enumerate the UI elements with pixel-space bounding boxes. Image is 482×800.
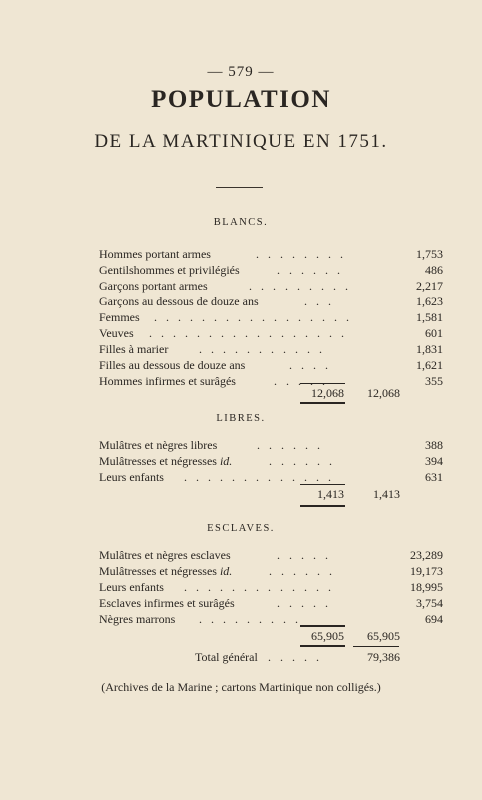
row-label: Garçons portant armes (99, 279, 208, 293)
row-label: Filles à marier (99, 342, 169, 356)
row-label: Filles au dessous de douze ans (99, 358, 246, 372)
leader-dots: . . . . . . . . . (199, 612, 301, 626)
row-label: Leurs enfants (99, 580, 164, 594)
row-value: 1,831 (416, 342, 443, 356)
row-value: 631 (425, 470, 443, 484)
leader-dots: . . . . (289, 358, 331, 372)
row-value: 1,621 (416, 358, 443, 372)
row-label: Mulâtres et nègres libres (99, 438, 218, 452)
section-heading-esclaves: ESCLAVES. (207, 523, 275, 534)
row-label: Hommes infirmes et surâgés (99, 374, 236, 388)
table-row (99, 470, 469, 485)
leader-dots: . . . . . . . . . . . (199, 342, 325, 356)
row-value: 1,581 (416, 310, 443, 324)
sum-double-rule (300, 645, 345, 647)
leader-dots: . . . . . (268, 650, 322, 664)
carried-value: 65,905 (367, 629, 400, 643)
subtotal-value: 65,905 (311, 629, 344, 643)
total-value: 79,386 (367, 650, 400, 664)
sum-double-rule (300, 625, 345, 627)
leader-dots: . . . . . . . . (256, 247, 346, 261)
leader-dots: . . . . . . . . . . . . . . . . . (154, 310, 352, 324)
row-value: 388 (425, 438, 443, 452)
total-label: Total général (195, 650, 258, 664)
table-row (99, 310, 469, 325)
row-value: 2,217 (416, 279, 443, 293)
row-label: Nègres marrons (99, 612, 176, 626)
row-value: 486 (425, 263, 443, 277)
subtotal-value: 12,068 (311, 386, 344, 400)
row-label (99, 564, 232, 579)
subtotal-row-blancs (0, 386, 482, 401)
leader-dots: . . . . . . . . . (249, 279, 351, 293)
leader-dots: . . . . . . . . . . . . . (184, 470, 334, 484)
table-row (99, 612, 469, 627)
leader-dots: . . . . . . (269, 564, 335, 578)
row-value: 1,623 (416, 294, 443, 308)
table-row (99, 548, 469, 563)
table-row (99, 438, 469, 453)
leader-dots: . . . (304, 294, 334, 308)
table-row (99, 580, 469, 595)
page-number: — 579 — (207, 64, 275, 80)
subtotal-value: 1,413 (317, 487, 344, 501)
subtotal-row-esclaves (0, 629, 482, 644)
row-value: 19,173 (410, 564, 443, 578)
row-label: Esclaves infirmes et surâgés (99, 596, 235, 610)
row-label (99, 454, 232, 469)
title-rule (216, 187, 263, 188)
table-row (99, 279, 469, 294)
sum-double-rule (300, 402, 345, 404)
row-label-text: Mulâtresses et négresses (99, 454, 217, 468)
row-value: 3,754 (416, 596, 443, 610)
leader-dots: . . . . . (277, 596, 331, 610)
row-value: 694 (425, 612, 443, 626)
sum-double-rule (300, 505, 345, 507)
table-row (99, 247, 469, 262)
row-label-text: Mulâtresses et négresses (99, 564, 217, 578)
leader-dots: . . . . . . . . . . . . . (184, 580, 334, 594)
table-row (99, 263, 469, 278)
carried-value: 1,413 (373, 487, 400, 501)
page-title: POPULATION (151, 86, 331, 113)
total-rule (353, 646, 399, 647)
row-label: Hommes portant armes (99, 247, 211, 261)
table-row (99, 342, 469, 357)
row-label: Mulâtres et nègres esclaves (99, 548, 231, 562)
page-subtitle: DE LA MARTINIQUE EN 1751. (94, 131, 388, 152)
row-label: Veuves (99, 326, 134, 340)
table-row (99, 454, 469, 469)
row-label: Leurs enfants (99, 470, 164, 484)
section-heading-blancs: BLANCS. (213, 217, 269, 228)
leader-dots: . . . . . . (269, 454, 335, 468)
row-value: 394 (425, 454, 443, 468)
sum-rule (300, 383, 345, 384)
row-label: Garçons au dessous de douze ans (99, 294, 259, 308)
row-label: Femmes (99, 310, 140, 324)
leader-dots: . . . . . . (277, 263, 343, 277)
row-label: Gentilshommes et privilégiés (99, 263, 240, 277)
carried-value: 12,068 (367, 386, 400, 400)
leader-dots: . . . . . . (257, 438, 323, 452)
row-label-ditto: id. (219, 454, 233, 468)
row-value: 18,995 (410, 580, 443, 594)
source-citation: (Archives de la Marine ; cartons Martinique non colligés.) (101, 680, 381, 694)
table-row (99, 596, 469, 611)
row-value: 1,753 (416, 247, 443, 261)
row-value: 23,289 (410, 548, 443, 562)
leader-dots: . . . . . . . . . . . . . . . . . (149, 326, 347, 340)
table-row (99, 294, 469, 309)
sum-rule (300, 484, 345, 485)
row-value: 355 (425, 374, 443, 388)
row-label-ditto: id. (219, 564, 233, 578)
table-row (99, 564, 469, 579)
grand-total-row (0, 650, 482, 666)
leader-dots: . . . . . (277, 548, 331, 562)
table-row (99, 358, 469, 373)
subtotal-row-libres (0, 487, 482, 502)
row-value: 601 (425, 326, 443, 340)
table-row (99, 326, 469, 341)
section-heading-libres: LIBRES. (216, 413, 266, 424)
leader-dots: . . . . . (274, 374, 328, 388)
